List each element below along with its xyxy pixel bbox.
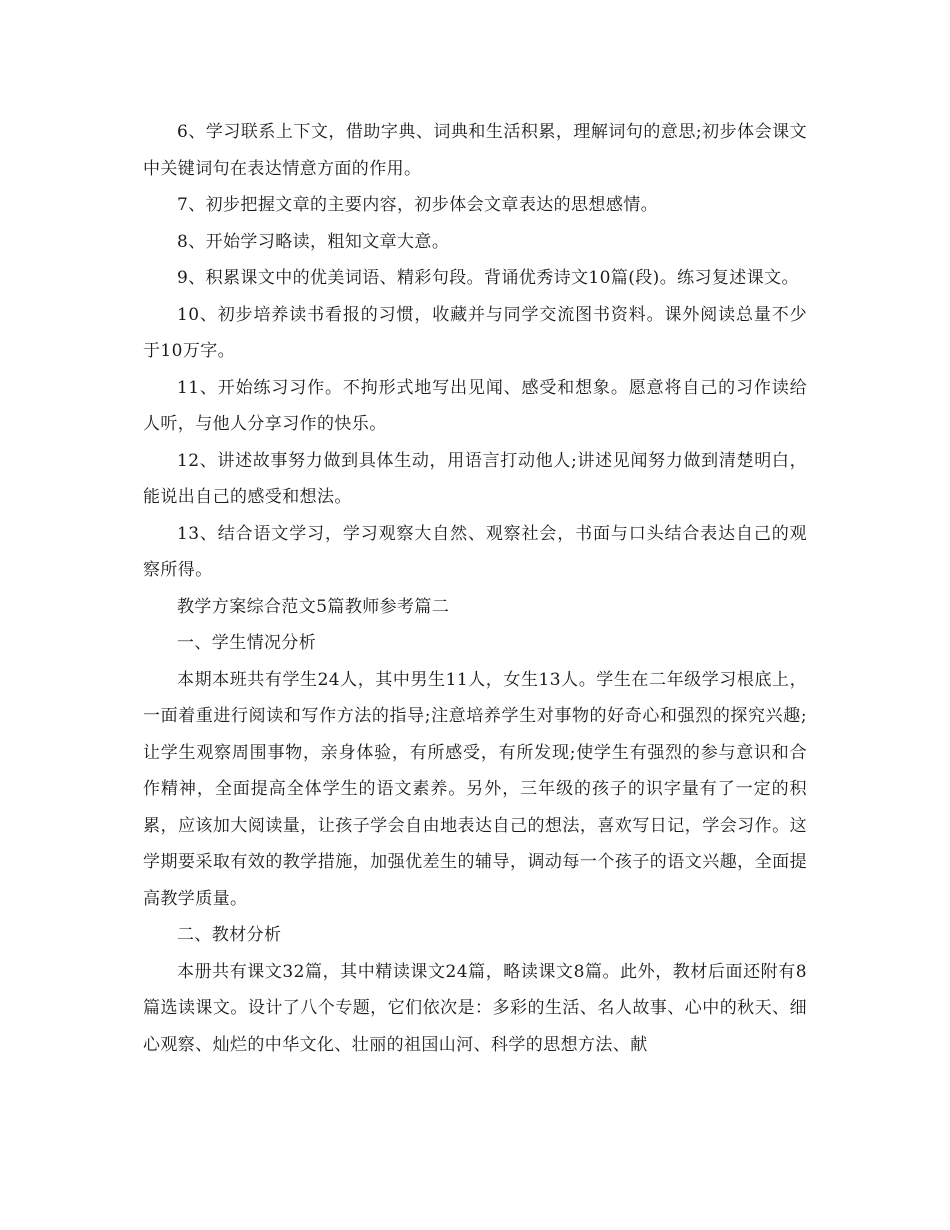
objective-7-paragraph: 7、初步把握文章的主要内容，初步体会文章表达的思想感情。 xyxy=(177,195,659,215)
objective-11-paragraph: 11、开始练习习作。不拘形式地写出见闻、感受和想象。愿意将自己的习作读给人听，与他人分享习作的快乐。 xyxy=(143,377,807,434)
objective-12-paragraph: 12、讲述故事努力做到具体生动，用语言打动他人;讲述见闻努力做到清楚明白，能说出自己的感受和想法。 xyxy=(143,450,807,507)
objective-13-paragraph: 13、结合语文学习，学习观察大自然、观察社会，书面与口头结合表达自己的观察所得。 xyxy=(143,523,807,580)
heading-textbook-analysis: 二、教材分析 xyxy=(177,925,282,945)
heading-student-analysis: 一、学生情况分析 xyxy=(177,633,317,653)
student-analysis-paragraph: 本期本班共有学生24人，其中男生11人，女生13人。学生在二年级学习根底上，一面着重进行阅读和写作方法的指导;注意培养学生对事物的好奇心和强烈的探究兴趣;让学生观察周围事物，亲身体验，有所感受，有所发现;使学生有强烈的参与意识和合作精神，全面提高全体学生的语文素养。另外，三年级的孩子的识字量有了一定的积累，应该加大阅读量，让孩子学会自由地表达自己的想法，喜欢写日记，学会习作。这学期要采取有效的教学措施，加强优差生的辅导，调动每一个孩子的语文兴趣，全面提高教学质量。 xyxy=(143,669,807,909)
section-title: 教学方案综合范文5篇教师参考篇二 xyxy=(177,596,450,617)
objective-8-paragraph: 8、开始学习略读，粗知文章大意。 xyxy=(177,231,450,252)
objective-10-paragraph: 10、初步培养读书看报的习惯，收藏并与同学交流图书资料。课外阅读总量不少于10万字。 xyxy=(143,304,807,361)
textbook-analysis-paragraph: 本册共有课文32篇，其中精读课文24篇，略读课文8篇。此外，教材后面还附有8篇选读课文。设计了八个专题，它们依次是：多彩的生活、名人故事、心中的秋天、细心观察、灿烂的中华文化、壮丽的祖国山河、科学的思想方法、献 xyxy=(143,961,807,1055)
document-body xyxy=(143,114,807,1063)
objective-9-paragraph: 9、积累课文中的优美词语、精彩句段。背诵优秀诗文10篇(段)。练习复述课文。 xyxy=(177,268,799,288)
objective-6-paragraph: 6、学习联系上下文，借助字典、词典和生活积累，理解词句的意思;初步体会课文中关键词句在表达情意方面的作用。 xyxy=(143,122,807,179)
